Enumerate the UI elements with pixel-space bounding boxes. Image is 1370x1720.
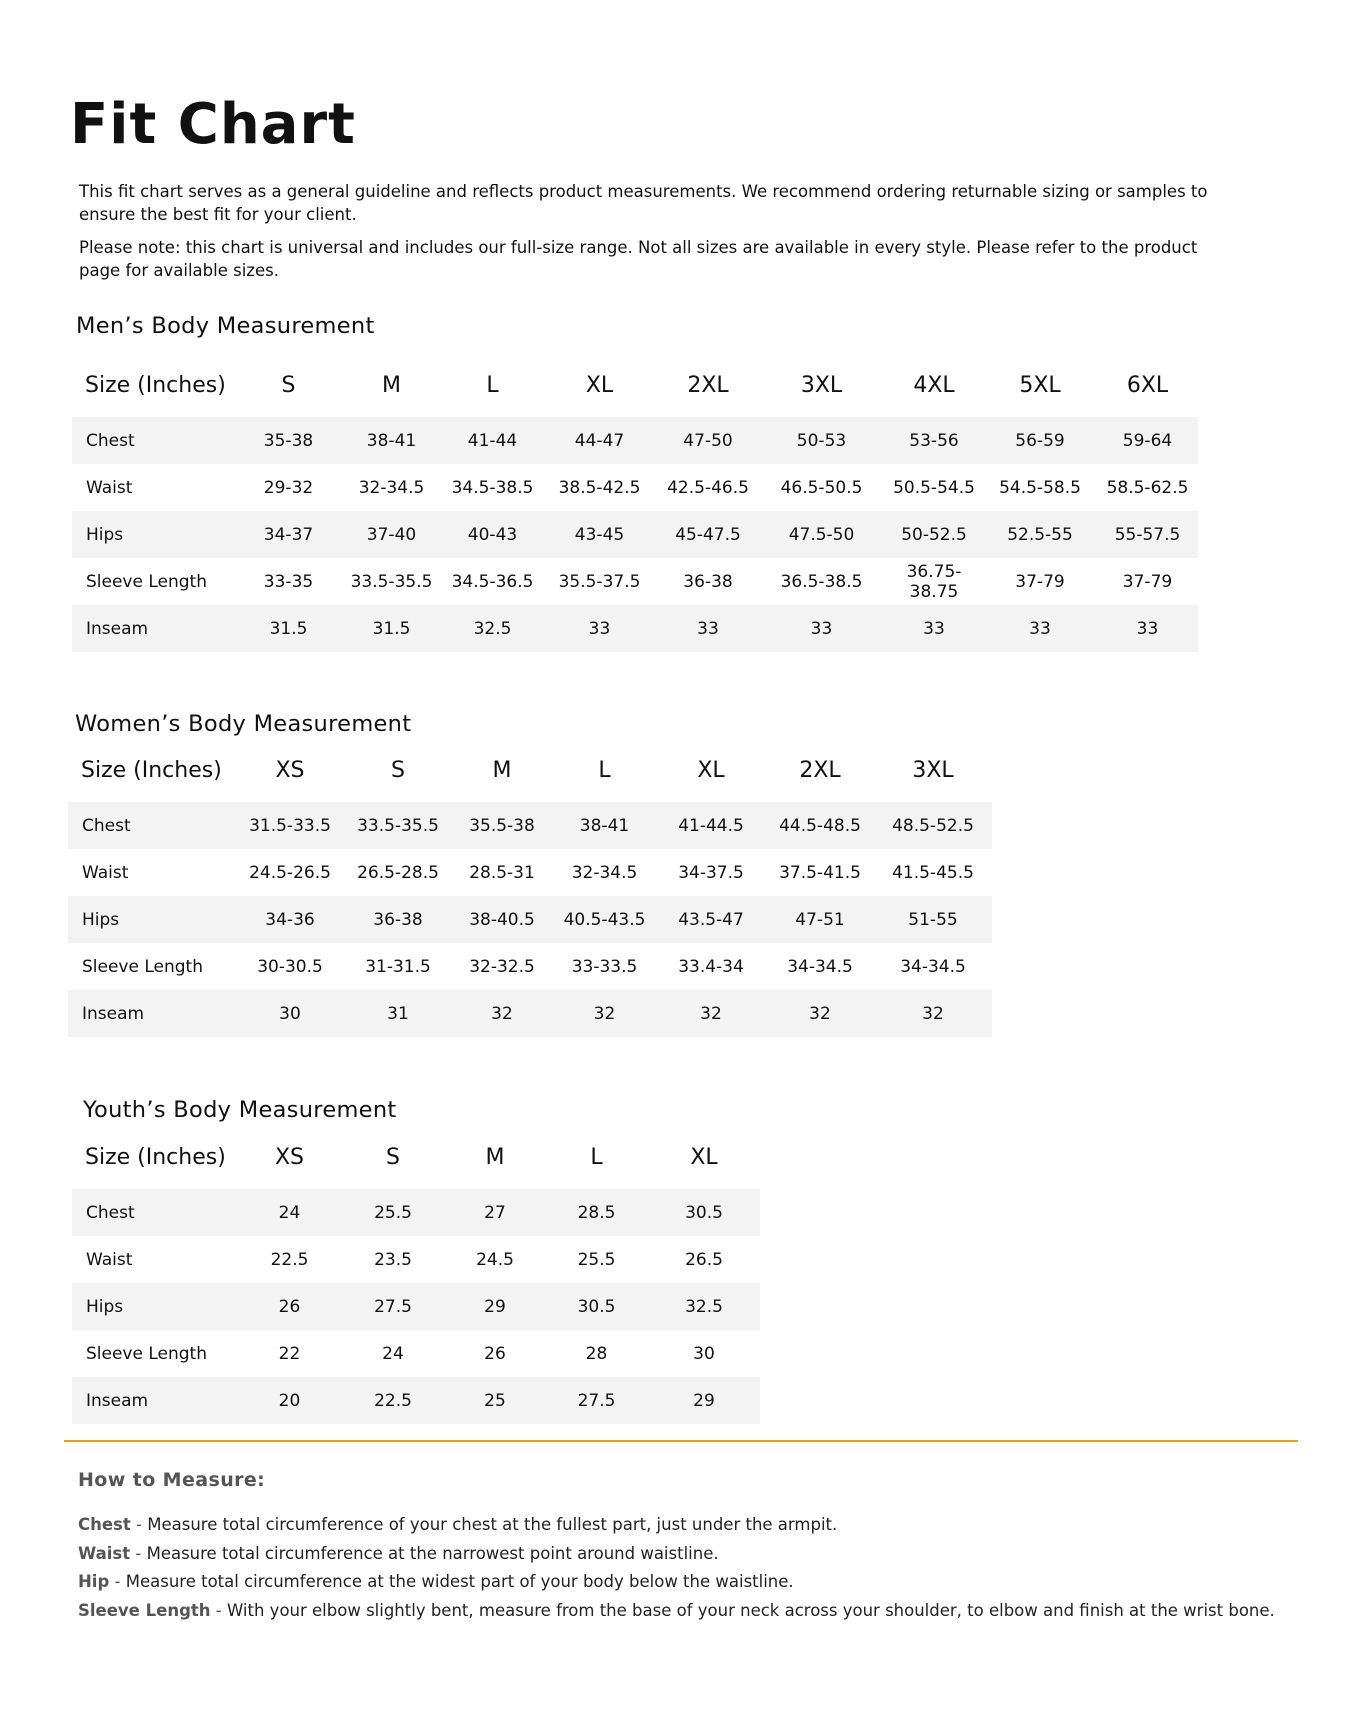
table-cell: 32 xyxy=(766,990,874,1037)
list-item: Sleeve Length - With your elbow slightly bent, measure from the base of your neck across your shoulder, to elbow and finish at the wrist bone. xyxy=(78,1600,1275,1620)
table-cell: 44-47 xyxy=(541,417,658,464)
table-cell: 29-32 xyxy=(263,477,314,498)
measure-description: With your elbow slightly bent, measure from the base of your neck across your shoulder, to elbow and finish at the wrist bone. xyxy=(226,1600,1275,1620)
table-row xyxy=(72,1189,760,1236)
intro-paragraph-note: Please note: this chart is universal and includes our full-size range. Not all sizes are available in every style. Please refer to the product page for available sizes. xyxy=(79,238,1198,280)
table-cell: 34.5-36.5 xyxy=(451,571,534,592)
table-cell: 35.5-37.5 xyxy=(558,571,641,592)
row-label: Hips xyxy=(68,896,235,943)
table-cell: 38-41 xyxy=(339,417,444,464)
table-cell: 34-34.5 xyxy=(787,956,853,977)
table-cell: 36-38 xyxy=(683,571,733,592)
table-row xyxy=(72,1330,760,1377)
table-cell: 27 xyxy=(445,1189,545,1236)
size-column-header: 2XL xyxy=(799,757,841,783)
table-cell: 34-36 xyxy=(235,896,345,943)
table-cell: 28 xyxy=(585,1343,608,1364)
table-cell: 31-31.5 xyxy=(365,956,431,977)
table-cell: 47.5-50 xyxy=(758,511,885,558)
measure-term: Sleeve Length xyxy=(78,1600,211,1620)
table-cell: 31.5 xyxy=(238,605,339,652)
youth-header-row xyxy=(72,1125,760,1189)
table-cell: 32-34.5 xyxy=(571,862,638,883)
table-cell: 33.4-34 xyxy=(678,956,744,977)
table-cell: 33 xyxy=(758,605,885,652)
table-cell: 32 xyxy=(553,990,656,1037)
size-column-header: 3XL xyxy=(912,757,954,783)
table-cell: 22 xyxy=(278,1343,301,1364)
table-cell: 32-34.5 xyxy=(358,477,425,498)
table-cell: 38.5-42.5 xyxy=(558,477,641,498)
table-row xyxy=(72,1377,760,1424)
table-cell: 32 xyxy=(874,990,992,1037)
table-cell: 50.5-54.5 xyxy=(893,477,975,498)
table-row xyxy=(72,558,1198,605)
table-cell: 32.5 xyxy=(444,605,541,652)
size-column-header: XL xyxy=(697,757,725,783)
table-row xyxy=(68,896,992,943)
table-cell: 53-56 xyxy=(885,417,983,464)
table-cell: 25.5 xyxy=(341,1189,445,1236)
table-cell: 35.5-38 xyxy=(451,802,553,849)
table-row xyxy=(68,802,992,849)
table-cell: 30.5 xyxy=(648,1189,760,1236)
table-cell: 41-44 xyxy=(444,417,541,464)
table-cell: 24 xyxy=(382,1343,404,1364)
size-column-header: XL xyxy=(585,372,614,398)
table-cell: 20 xyxy=(238,1377,341,1424)
size-column-header: L xyxy=(486,372,499,398)
table-cell: 36.5-38.5 xyxy=(780,571,863,592)
table-cell: 43.5-47 xyxy=(656,896,766,943)
table-cell: 44.5-48.5 xyxy=(766,802,874,849)
table-cell: 25.5 xyxy=(577,1249,616,1270)
table-cell: 31 xyxy=(345,990,451,1037)
table-cell: 34-34.5 xyxy=(900,956,966,977)
how-to-measure-title: How to Measure: xyxy=(78,1469,266,1491)
table-cell: 28.5 xyxy=(545,1189,648,1236)
size-column-header: S xyxy=(281,372,296,398)
row-label: Sleeve Length xyxy=(86,1343,207,1364)
table-cell: 50-53 xyxy=(758,417,885,464)
measure-term: Hip xyxy=(78,1572,110,1591)
table-cell: 54.5-58.5 xyxy=(999,477,1081,498)
size-column-header: L xyxy=(590,1144,603,1170)
table-cell: 43-45 xyxy=(541,511,658,558)
womens-section-title: Women’s Body Measurement xyxy=(75,711,412,737)
measure-term: Chest xyxy=(78,1515,131,1534)
mens-header-row xyxy=(72,353,1198,417)
table-cell: 41-44.5 xyxy=(656,802,766,849)
table-cell: 32 xyxy=(656,990,766,1037)
size-column-header: M xyxy=(382,372,401,398)
row-label: Hips xyxy=(72,511,238,558)
measure-description: Measure total circumference at the widest part of your body below the waistline. xyxy=(125,1572,794,1591)
table-cell: 34.5-38.5 xyxy=(451,477,534,498)
size-header-label: Size (Inches) xyxy=(85,372,226,398)
table-cell: 40.5-43.5 xyxy=(553,896,656,943)
size-column-header: S xyxy=(386,1144,400,1170)
table-cell: 22.5 xyxy=(270,1249,309,1270)
measure-description: Measure total circumference of your chest at the fullest part, just under the armpit. xyxy=(147,1515,838,1534)
table-cell: 24.5-26.5 xyxy=(249,862,331,883)
table-cell: 37-79 xyxy=(1122,571,1173,592)
mens-size-table xyxy=(72,353,1198,652)
table-cell: 26 xyxy=(484,1343,506,1364)
table-cell: 25 xyxy=(445,1377,545,1424)
row-label: Waist xyxy=(86,1249,133,1270)
table-cell: 22.5 xyxy=(341,1377,445,1424)
table-row xyxy=(72,417,1198,464)
size-column-header: 4XL xyxy=(913,372,955,398)
table-cell: 33 xyxy=(983,605,1097,652)
table-row xyxy=(72,605,1198,652)
row-label: Hips xyxy=(72,1283,238,1330)
size-column-header: XL xyxy=(690,1144,718,1170)
table-cell: 34-37 xyxy=(238,511,339,558)
size-column-header: M xyxy=(492,757,512,783)
table-cell: 26.5-28.5 xyxy=(357,862,439,883)
table-cell: 33 xyxy=(1097,605,1198,652)
table-cell: 27.5 xyxy=(545,1377,648,1424)
table-cell: 24.5 xyxy=(476,1249,514,1270)
row-label: Chest xyxy=(68,802,235,849)
size-column-header: XS xyxy=(275,757,305,783)
how-to-measure-list xyxy=(78,1511,1275,1625)
table-cell: 29 xyxy=(648,1377,760,1424)
list-item: Waist - Measure total circumference at the narrowest point around waistline. xyxy=(78,1543,719,1563)
table-cell: 38-41 xyxy=(553,802,656,849)
row-label: Inseam xyxy=(72,605,238,652)
size-column-header: M xyxy=(485,1144,505,1170)
table-cell: 33 xyxy=(885,605,983,652)
size-header-label: Size (Inches) xyxy=(81,757,222,783)
table-row xyxy=(68,849,992,896)
table-cell: 33-33.5 xyxy=(571,956,638,977)
table-cell: 30 xyxy=(693,1343,715,1364)
table-cell: 58.5-62.5 xyxy=(1106,477,1189,498)
table-cell: 31.5-33.5 xyxy=(235,802,345,849)
intro-paragraph-guideline: This fit chart serves as a general guideline and reflects product measurements. We recommend ordering returnable sizing or samples to ensure the best fit for your client. xyxy=(79,182,1208,224)
measure-term: Waist xyxy=(78,1543,131,1563)
size-column-header: 3XL xyxy=(800,372,843,398)
table-cell: 34-37.5 xyxy=(678,862,744,883)
row-label: Sleeve Length xyxy=(86,571,207,592)
table-cell: 33 xyxy=(541,605,658,652)
row-label: Waist xyxy=(86,477,133,498)
table-cell: 26 xyxy=(238,1283,341,1330)
table-cell: 30.5 xyxy=(545,1283,648,1330)
table-row xyxy=(72,464,1198,511)
table-cell: 29 xyxy=(445,1283,545,1330)
size-column-header: XS xyxy=(274,1144,305,1170)
table-row xyxy=(72,511,1198,558)
youth-size-table xyxy=(72,1125,760,1424)
table-cell: 30 xyxy=(235,990,345,1037)
row-label: Chest xyxy=(72,1189,238,1236)
table-cell: 52.5-55 xyxy=(983,511,1097,558)
table-cell: 48.5-52.5 xyxy=(874,802,992,849)
table-cell: 45-47.5 xyxy=(658,511,758,558)
womens-header-row xyxy=(68,738,992,802)
row-label: Chest xyxy=(72,417,238,464)
table-cell: 59-64 xyxy=(1097,417,1198,464)
table-row xyxy=(72,1236,760,1283)
table-cell: 32 xyxy=(451,990,553,1037)
mens-section-title: Men’s Body Measurement xyxy=(76,313,375,339)
table-cell: 31.5 xyxy=(339,605,444,652)
size-header-label: Size (Inches) xyxy=(85,1144,226,1170)
youth-section-title: Youth’s Body Measurement xyxy=(83,1097,397,1123)
row-label: Waist xyxy=(82,862,129,883)
page-title: Fit Chart xyxy=(70,92,356,157)
table-cell: 33-35 xyxy=(263,571,314,592)
list-item: Chest - Measure total circumference of your chest at the fullest part, just under the armpit. xyxy=(78,1515,838,1534)
table-cell: 50-52.5 xyxy=(885,511,983,558)
table-cell: 38-40.5 xyxy=(451,896,553,943)
size-column-header: 5XL xyxy=(1019,372,1061,398)
table-cell: 37-40 xyxy=(339,511,444,558)
table-cell: 27.5 xyxy=(341,1283,445,1330)
table-cell: 47-50 xyxy=(658,417,758,464)
table-row xyxy=(72,1283,760,1330)
table-cell: 46.5-50.5 xyxy=(780,477,863,498)
table-cell: 33.5-35.5 xyxy=(345,802,451,849)
table-cell: 41.5-45.5 xyxy=(892,862,974,883)
row-label: Inseam xyxy=(68,990,235,1037)
table-cell: 32-32.5 xyxy=(469,956,535,977)
table-cell: 28.5-31 xyxy=(469,862,535,883)
size-column-header: 2XL xyxy=(687,372,729,398)
table-cell: 23.5 xyxy=(374,1249,412,1270)
table-cell: 36.75-38.75 xyxy=(906,561,962,602)
table-cell: 35-38 xyxy=(238,417,339,464)
row-label: Inseam xyxy=(72,1377,238,1424)
table-cell: 47-51 xyxy=(766,896,874,943)
womens-size-table xyxy=(68,738,992,1037)
table-cell: 56-59 xyxy=(983,417,1097,464)
table-cell: 33 xyxy=(658,605,758,652)
table-cell: 32.5 xyxy=(648,1283,760,1330)
table-cell: 36-38 xyxy=(345,896,451,943)
table-cell: 42.5-46.5 xyxy=(667,477,749,498)
size-column-header: S xyxy=(391,757,405,783)
list-item: Hip - Measure total circumference at the widest part of your body below the waistline. xyxy=(78,1572,794,1591)
table-cell: 55-57.5 xyxy=(1097,511,1198,558)
table-cell: 37.5-41.5 xyxy=(779,862,861,883)
table-cell: 24 xyxy=(238,1189,341,1236)
table-cell: 33.5-35.5 xyxy=(350,571,433,592)
table-cell: 26.5 xyxy=(685,1249,723,1270)
table-cell: 37-79 xyxy=(1015,571,1065,592)
table-cell: 30-30.5 xyxy=(257,956,323,977)
table-row xyxy=(68,990,992,1037)
table-row xyxy=(68,943,992,990)
row-label: Sleeve Length xyxy=(82,956,203,977)
table-cell: 51-55 xyxy=(874,896,992,943)
size-column-header: 6XL xyxy=(1126,372,1169,398)
size-column-header: L xyxy=(598,757,611,783)
measure-description: Measure total circumference at the narrowest point around waistline. xyxy=(146,1543,719,1563)
table-cell: 40-43 xyxy=(444,511,541,558)
section-divider xyxy=(64,1440,1298,1442)
